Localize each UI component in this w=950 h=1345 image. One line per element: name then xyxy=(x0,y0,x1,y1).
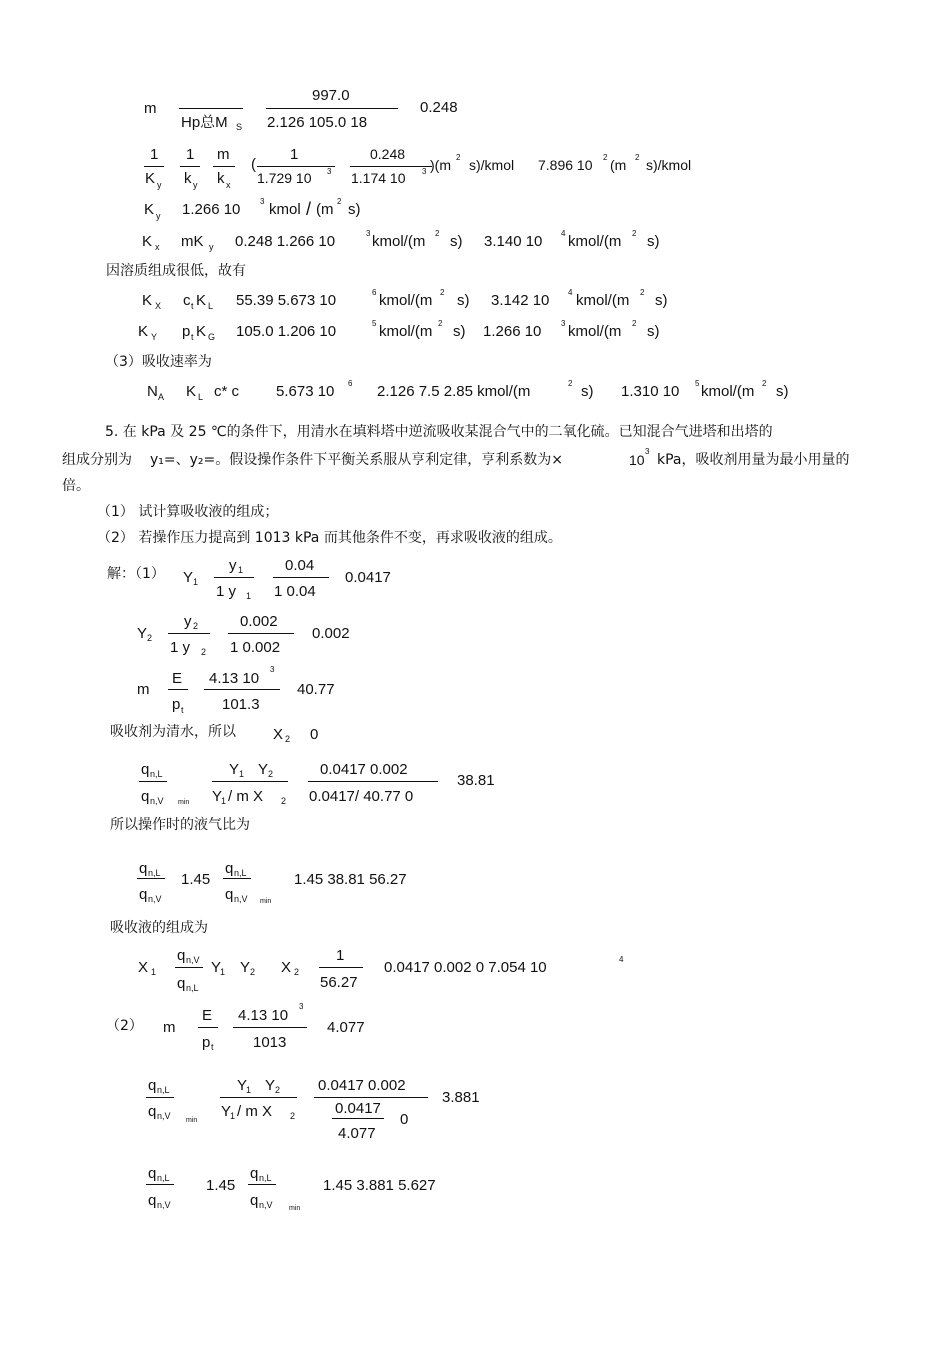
r1-den: Y xyxy=(212,788,223,805)
lhs-den: K xyxy=(145,170,156,187)
y2-num: y xyxy=(184,613,192,630)
Y1-symbol: Y xyxy=(183,569,194,586)
f3-sub: x xyxy=(226,180,231,190)
Ky-sub: y xyxy=(156,211,161,221)
Kx-result-unit-sup: 2 xyxy=(632,229,637,238)
fraction-bar xyxy=(266,108,398,109)
m1-pt: p xyxy=(172,696,181,713)
fraction-bar xyxy=(248,1184,276,1185)
r2-inner-num: 0.0417 xyxy=(335,1100,381,1117)
r2-den2-sub: 2 xyxy=(290,1111,296,1121)
problem5-q1: （1） 试计算吸收液的组成； xyxy=(97,504,279,520)
r2-inner-den: 4.077 xyxy=(338,1125,376,1142)
q2-num-sub: n,L xyxy=(157,1085,170,1095)
q1-den: q xyxy=(141,788,150,805)
m2-num: 4.13 10 xyxy=(238,1007,289,1024)
X1-value: 0.0417 0.002 0 7.054 10 xyxy=(384,959,547,976)
y2-den: 1 y xyxy=(170,639,191,656)
q2-den: q xyxy=(148,1103,157,1120)
NA-result-sup: 5 xyxy=(695,379,700,388)
q1-den-sub: n,V xyxy=(150,796,164,806)
f1-den: 1 0.04 xyxy=(274,583,316,600)
op2-q-num-sub: n,L xyxy=(259,1173,272,1183)
KY-KG-sub: G xyxy=(208,332,216,342)
KY-result-unit-end: s) xyxy=(647,323,660,340)
problem5-line3: 倍。 xyxy=(62,478,90,494)
KY-sub: Y xyxy=(151,332,158,342)
op2-num: q xyxy=(148,1165,157,1182)
X1-frac-num-sub: n,V xyxy=(186,955,200,965)
op1-factor: 1.45 xyxy=(181,871,211,888)
NA-result-unit: kmol/(m xyxy=(701,383,755,400)
m2-pt-sub: t xyxy=(211,1042,214,1052)
fraction-bar xyxy=(204,689,280,690)
y1-den: 1 y xyxy=(216,583,237,600)
m2-num-sup: 3 xyxy=(299,1002,304,1011)
NA-sub: A xyxy=(158,392,165,402)
unit-a-sup: 2 xyxy=(456,153,461,162)
Kx-unit: kmol/(m xyxy=(372,233,426,250)
NA-K: K xyxy=(186,383,197,400)
y1-den-sub: 1 xyxy=(246,591,252,601)
Ky-symbol: K xyxy=(144,201,155,218)
fraction-bar xyxy=(308,781,438,782)
fraction-bar xyxy=(233,1027,307,1028)
fraction-bar xyxy=(146,1097,174,1098)
den-hp: Hp总M xyxy=(181,114,228,131)
fraction-bar xyxy=(228,633,294,634)
q2-num: q xyxy=(148,1077,157,1094)
sol-label: 解：（1） xyxy=(107,566,165,582)
Ky-slash: / xyxy=(306,199,312,219)
KY-KG: K xyxy=(196,323,207,340)
KX-result-unit: kmol/(m xyxy=(576,292,630,309)
unit-a: )(m xyxy=(430,157,451,173)
f2-sub: y xyxy=(193,180,198,190)
Ky-unit-a: kmol xyxy=(269,201,301,218)
r1-den2-sub: 2 xyxy=(281,796,287,806)
fraction-bar xyxy=(257,166,335,167)
ky-result-sup: 2 xyxy=(603,153,608,162)
X2-sub: 2 xyxy=(285,734,291,744)
y1-num-sub: 1 xyxy=(238,565,244,575)
r1-num2-sub: 2 xyxy=(268,769,274,779)
r2-num-sub: 1 xyxy=(246,1085,252,1095)
op2-q-num: q xyxy=(250,1165,259,1182)
Ky-unit-c: s) xyxy=(348,201,361,218)
op2-den-sub: n,V xyxy=(157,1200,171,1210)
fraction-bar xyxy=(168,689,188,690)
text-rate: （3）吸收速率为 xyxy=(105,354,212,370)
KX-result-unit-sup: 2 xyxy=(640,288,645,297)
f5-sup: 3 xyxy=(422,167,427,176)
f3-num: m xyxy=(217,146,230,163)
KX-KL: K xyxy=(196,292,207,309)
problem5-line2c-sup: 3 xyxy=(645,447,650,456)
KX-sub: X xyxy=(155,301,162,311)
fraction-bar xyxy=(213,166,235,167)
KX-unit: kmol/(m xyxy=(379,292,433,309)
Kx-result-sup: 4 xyxy=(561,229,566,238)
Y2-result: 0.002 xyxy=(312,625,350,642)
sol2-label: （2） xyxy=(106,1018,143,1034)
KX-result: 3.142 10 xyxy=(491,292,550,309)
op1-den: q xyxy=(139,886,148,903)
X1-Y1-sub: 1 xyxy=(220,967,226,977)
NA-rest: c* c xyxy=(214,383,240,400)
X1-frac-den: q xyxy=(177,975,186,992)
f4-num: 1 xyxy=(290,146,299,163)
NA-result-unit-end: s) xyxy=(776,383,789,400)
fraction-bar xyxy=(220,1097,297,1098)
X1-symbol: X xyxy=(138,959,149,976)
fraction-bar xyxy=(314,1097,428,1098)
f2-den-val: 1 0.002 xyxy=(230,639,281,656)
KX-symbol: K xyxy=(142,292,153,309)
fraction-bar xyxy=(180,166,200,167)
q2-min: min xyxy=(186,1117,198,1124)
fraction-bar xyxy=(350,166,432,167)
q1-num-sub: n,L xyxy=(150,769,163,779)
m2-pt: p xyxy=(202,1034,211,1051)
op1-min: min xyxy=(260,898,272,905)
Y1-sub: 1 xyxy=(193,577,199,587)
m1-den: 101.3 xyxy=(222,696,260,713)
Kx-unit-sup: 2 xyxy=(435,229,440,238)
Y2-symbol: Y xyxy=(137,625,148,642)
ky-result: 7.896 10 xyxy=(538,157,593,173)
lhs-num: 1 xyxy=(150,146,159,163)
KX-value: 55.39 5.673 10 xyxy=(236,292,337,309)
problem5-line1: 5. 在 kPa 及 25 ℃的条件下，用清水在填料塔中逆流吸收某混合气中的二氧化硫。已知混合气进塔和出塔的 xyxy=(105,424,773,440)
f2-den: k xyxy=(184,170,192,187)
KY-unit-sup: 2 xyxy=(438,319,443,328)
op1-value: 1.45 38.81 56.27 xyxy=(294,871,407,888)
X1-num: 1 xyxy=(336,947,345,964)
r2-den2: / m X xyxy=(237,1103,273,1120)
op1-num: q xyxy=(139,860,148,877)
Y2-sub: 2 xyxy=(147,633,153,643)
problem5-line2d: kPa，吸收剂用量为最小用量的 xyxy=(657,452,850,468)
open-paren: ( xyxy=(251,156,256,173)
NA-end2: s) xyxy=(581,383,594,400)
Kx-sup: 3 xyxy=(366,229,371,238)
r1-result: 38.81 xyxy=(457,772,495,789)
fraction-bar xyxy=(175,967,203,968)
m2-result: 4.077 xyxy=(327,1019,365,1036)
Kx-result: 3.140 10 xyxy=(484,233,543,250)
X1-sub: 1 xyxy=(151,967,157,977)
ky-result-unit-sup: 2 xyxy=(635,153,640,162)
Y1-result: 0.0417 xyxy=(345,569,391,586)
X1-Y2: Y xyxy=(240,959,251,976)
fraction-bar xyxy=(212,781,288,782)
f4-den: 1.729 10 xyxy=(257,170,312,186)
fraction-bar xyxy=(273,577,329,578)
KX-KL-sub: L xyxy=(208,301,214,311)
min-label: min xyxy=(178,799,190,806)
problem5-line2a: 组成分别为 xyxy=(62,452,132,468)
KY-sup: 5 xyxy=(372,319,377,328)
q1-num: q xyxy=(141,761,150,778)
NA-sup2: 2 xyxy=(568,379,573,388)
Kx-mKy: mK xyxy=(181,233,204,250)
NA-value2: 2.126 7.5 2.85 kmol/(m xyxy=(377,383,531,400)
op1-q-den: q xyxy=(225,886,234,903)
KX-unit-end: s) xyxy=(457,292,470,309)
fraction-bar xyxy=(319,967,363,968)
op2-value: 1.45 3.881 5.627 xyxy=(323,1177,436,1194)
KX-result-unit-end: s) xyxy=(655,292,668,309)
f2-num-val: 0.002 xyxy=(240,613,278,630)
r1-val-den: 0.0417/ 40.77 0 xyxy=(309,788,414,805)
unit-b: s)/kmol xyxy=(469,157,515,173)
KY-symbol: K xyxy=(138,323,149,340)
q2-den-sub: n,V xyxy=(157,1111,171,1121)
op-text: 所以操作时的液气比为 xyxy=(110,817,250,833)
m-result: 0.248 xyxy=(420,99,458,116)
m1-E: E xyxy=(172,670,183,687)
r1-num: Y xyxy=(229,761,240,778)
op1-q-num-sub: n,L xyxy=(234,868,247,878)
fraction-bar xyxy=(139,781,167,782)
NA-value: 5.673 10 xyxy=(276,383,335,400)
m1-pt-sub: t xyxy=(181,705,184,715)
KY-unit-end: s) xyxy=(453,323,466,340)
r1-num2: Y xyxy=(258,761,269,778)
m1-num-sup: 3 xyxy=(270,665,275,674)
y1-num: y xyxy=(229,557,237,574)
fraction-bar xyxy=(223,878,251,879)
problem5-line2b: y₁=、y₂=。假设操作条件下平衡关系服从亨利定律，亨利系数为× xyxy=(150,452,563,468)
r2-den-sub: 1 xyxy=(230,1111,236,1121)
op2-den: q xyxy=(148,1192,157,1209)
r2-den: Y xyxy=(221,1103,232,1120)
X2-value: 0 xyxy=(310,726,319,743)
NA-result-unit-sup: 2 xyxy=(762,379,767,388)
r1-den2: / m X xyxy=(228,788,264,805)
r2-num2-sub: 2 xyxy=(275,1085,281,1095)
Kx-value: 0.248 1.266 10 xyxy=(235,233,336,250)
Ky-unit-sup: 2 xyxy=(337,197,342,206)
ky-result-unit-b: s)/kmol xyxy=(646,157,692,173)
fraction-bar xyxy=(146,1184,174,1185)
m2-symbol: m xyxy=(163,1019,176,1036)
problem5-q2: （2） 若操作压力提高到 1013 kPa 而其他条件不变，再求吸收液的组成。 xyxy=(97,530,562,546)
f4-sup: 3 xyxy=(327,167,332,176)
r2-val-num: 0.0417 0.002 xyxy=(318,1077,406,1094)
Kx-sub: x xyxy=(155,242,160,252)
den-hp-sub: S xyxy=(236,122,243,132)
m1-symbol: m xyxy=(137,681,150,698)
fraction-bar xyxy=(332,1118,384,1119)
ky-result-unit: (m xyxy=(610,157,627,173)
KY-result-unit: kmol/(m xyxy=(568,323,622,340)
num-997: 997.0 xyxy=(312,87,350,104)
X1-Y1: Y xyxy=(211,959,222,976)
X1-frac-den-sub: n,L xyxy=(186,983,199,993)
KY-result-unit-sup: 2 xyxy=(632,319,637,328)
Kx-mKy-sub: y xyxy=(209,242,214,252)
y2-den-sub: 2 xyxy=(201,647,207,657)
m-symbol: m xyxy=(144,100,157,117)
r2-num2: Y xyxy=(265,1077,276,1094)
X1-sup: 4 xyxy=(619,955,624,964)
r2-num: Y xyxy=(237,1077,248,1094)
f1-num: 0.04 xyxy=(285,557,315,574)
fraction-bar xyxy=(198,1027,218,1028)
X1-Y2-sub: 2 xyxy=(250,967,256,977)
m2-den: 1013 xyxy=(253,1034,287,1051)
KX-c-sub: t xyxy=(191,301,194,311)
fraction-bar xyxy=(214,577,254,578)
KX-result-sup: 4 xyxy=(568,288,573,297)
KY-result: 1.266 10 xyxy=(483,323,542,340)
m1-num: 4.13 10 xyxy=(209,670,260,687)
r2-zero: 0 xyxy=(400,1111,409,1128)
op1-q-num: q xyxy=(225,860,234,877)
r2-result: 3.881 xyxy=(442,1089,480,1106)
X1-X2-sub: 2 xyxy=(294,967,300,977)
X1-den: 56.27 xyxy=(320,974,358,991)
f3-den: k xyxy=(217,170,225,187)
m2-E: E xyxy=(202,1007,213,1024)
KX-sup: 6 xyxy=(372,288,377,297)
m1-result: 40.77 xyxy=(297,681,335,698)
r1-num-sub: 1 xyxy=(239,769,245,779)
f5-num: 0.248 xyxy=(370,146,406,162)
den-2126: 2.126 105.0 18 xyxy=(267,114,368,131)
op2-q-den: q xyxy=(250,1192,259,1209)
op1-num-sub: n,L xyxy=(148,868,161,878)
y2-num-sub: 2 xyxy=(193,621,199,631)
op1-den-sub: n,V xyxy=(148,894,162,904)
NA-K-sub: L xyxy=(198,392,204,402)
comp-text: 吸收液的组成为 xyxy=(110,920,208,936)
KY-result-sup: 3 xyxy=(561,319,566,328)
NA-symbol: N xyxy=(147,383,158,400)
KY-p: p xyxy=(182,323,191,340)
KX-unit-sup: 2 xyxy=(440,288,445,297)
Kx-result-unit: kmol/(m xyxy=(568,233,622,250)
op2-q-den-sub: n,V xyxy=(259,1200,273,1210)
op2-num-sub: n,L xyxy=(157,1173,170,1183)
fraction-bar xyxy=(137,878,165,879)
X1-X2: X xyxy=(281,959,292,976)
NA-sup: 6 xyxy=(348,379,353,388)
Ky-value: 1.266 10 xyxy=(182,201,241,218)
lhs-sub: y xyxy=(157,180,162,190)
KY-unit: kmol/(m xyxy=(379,323,433,340)
f2-num: 1 xyxy=(186,146,195,163)
KX-c: c xyxy=(183,292,191,309)
Kx-unit-end: s) xyxy=(450,233,463,250)
Kx-symbol: K xyxy=(142,233,153,250)
problem5-line2c: 10 xyxy=(629,452,645,468)
Ky-unit-b: (m xyxy=(316,201,334,218)
op1-q-den-sub: n,V xyxy=(234,894,248,904)
X2-symbol: X xyxy=(273,726,284,743)
fraction-bar xyxy=(168,633,210,634)
Kx-result-unit-end: s) xyxy=(647,233,660,250)
op2-min: min xyxy=(289,1205,301,1212)
NA-result: 1.310 10 xyxy=(621,383,680,400)
water-text: 吸收剂为清水，所以 xyxy=(110,724,236,740)
op2-factor: 1.45 xyxy=(206,1177,236,1194)
text-low-conc: 因溶质组成很低，故有 xyxy=(106,263,246,279)
X1-frac-num: q xyxy=(177,947,186,964)
fraction-bar xyxy=(144,166,164,167)
KY-p-sub: t xyxy=(191,332,194,342)
fraction-bar xyxy=(179,108,243,109)
r1-val-num: 0.0417 0.002 xyxy=(320,761,408,778)
Ky-sup: 3 xyxy=(260,197,265,206)
f5-den: 1.174 10 xyxy=(351,170,406,186)
r1-den-sub: 1 xyxy=(221,796,227,806)
KY-value: 105.0 1.206 10 xyxy=(236,323,337,340)
